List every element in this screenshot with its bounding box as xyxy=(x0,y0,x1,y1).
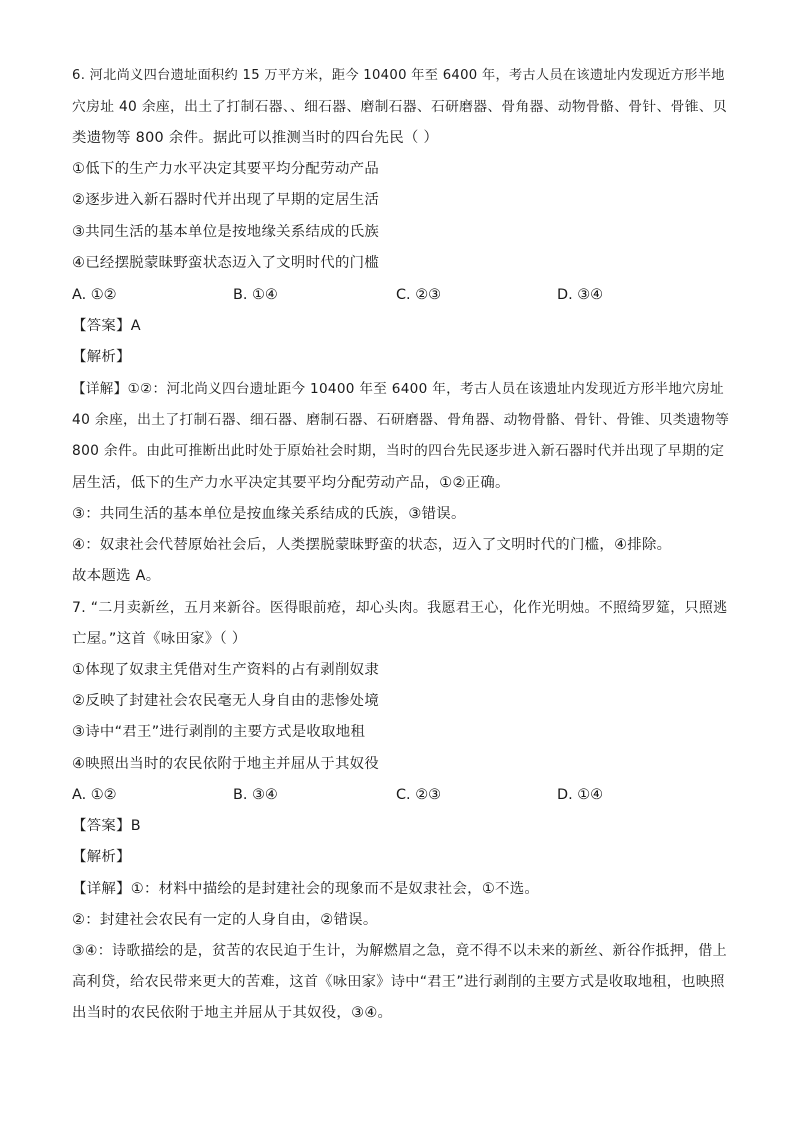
q6-statement: ②逐步进入新石器时代并出现了早期的定居生活 xyxy=(72,192,380,208)
q7-analysis-line: ②：封建社会农民有一定的人身自由，②错误。 xyxy=(72,912,378,928)
q7-answer: 【答案】B xyxy=(72,818,141,834)
q6-statement: ③共同生活的基本单位是按地缘关系结成的氏族 xyxy=(72,224,380,240)
q7-stem-line: 亡屋。”这首《咏田家》（ ） xyxy=(72,631,247,647)
q6-statement: ④已经摆脱蒙昧野蛮状态迈入了文明时代的门槛 xyxy=(72,255,380,271)
q7-statement: ④映照出当时的农民依附于地主并屈从于其奴役 xyxy=(72,756,380,772)
q6-analysis-label: 【解析】 xyxy=(72,349,131,365)
q6-option-b: B. ①④ xyxy=(233,287,278,303)
q6-option-d: D. ③④ xyxy=(557,287,604,303)
q7-option-c: C. ②③ xyxy=(396,787,441,803)
q7-statement: ②反映了封建社会农民毫无人身自由的悲惨处境 xyxy=(72,693,380,709)
q7-analysis-line: 高利贷，给农民带来更大的苦难，这首《咏田家》诗中“君王”进行剥削的主要方式是收取地租，也映照 xyxy=(72,974,725,990)
q7-option-b: B. ③④ xyxy=(233,787,278,803)
q7-analysis-line: 【详解】①：材料中描绘的是封建社会的现象而不是奴隶社会，①不选。 xyxy=(72,881,540,897)
q7-option-d: D. ①④ xyxy=(557,787,604,803)
q6-analysis-line: ④：奴隶社会代替原始社会后，人类摆脱蒙昧野蛮的状态，迈入了文明时代的门槛，④排除。 xyxy=(72,537,672,553)
q6-option-a: A. ①② xyxy=(72,287,117,303)
q7-option-a: A. ①② xyxy=(72,787,117,803)
q7-stem-line: 7. “二月卖新丝，五月来新谷。医得眼前疮，却心头肉。我愿君王心，化作光明烛。不照绮罗筵，只照逃 xyxy=(72,600,728,616)
q6-stem-line: 6. 河北尚义四台遗址面积约 15 万平方米，距今 10400 年至 6400 年，考古人员在该遗址内发现近方形半地 xyxy=(72,68,725,83)
q6-answer: 【答案】A xyxy=(72,318,141,334)
q6-stem-line: 穴房址 40 余座，出土了打制石器、、细石器、磨制石器、石研磨器、骨角器、动物骨骼、骨针、骨锥、贝 xyxy=(72,99,727,115)
q6-analysis-line: 故本题选 A。 xyxy=(72,568,161,584)
q7-analysis-label: 【解析】 xyxy=(72,849,131,865)
q6-analysis-line: 居生活，低下的生产力水平决定其要平均分配劳动产品，①②正确。 xyxy=(72,475,510,491)
q6-analysis-line: 【详解】①②：河北尚义四台遗址距今 10400 年至 6400 年，考古人员在该遗址内发现近方形半地穴房址 xyxy=(72,381,724,397)
q6-analysis-line: 800 余件。由此可推断出此时处于原始社会时期，当时的四台先民逐步进入新石器时代并出现了早期的定 xyxy=(72,443,725,459)
q6-analysis-line: 40 余座，出土了打制石器、细石器、磨制石器、石研磨器、骨角器、动物骨骼、骨针、骨锥、贝类遗物等 xyxy=(72,412,730,428)
q6-analysis-line: ③：共同生活的基本单位是按血缘关系结成的氏族，③错误。 xyxy=(72,506,466,522)
q7-analysis-line: 出当时的农民依附于地主并屈从于其奴役，③④。 xyxy=(72,1005,393,1021)
q6-option-c: C. ②③ xyxy=(396,287,441,303)
q7-analysis-line: ③④：诗歌描绘的是，贫苦的农民迫于生计，为解燃眉之急，竟不得不以未来的新丝、新谷作抵押，借上 xyxy=(72,943,727,959)
q6-stem-line: 类遗物等 800 余件。据此可以推测当时的四台先民（ ） xyxy=(72,130,439,146)
q7-statement: ①体现了奴隶主凭借对生产资料的占有剥削奴隶 xyxy=(72,662,380,678)
q6-statement: ①低下的生产力水平决定其要平均分配劳动产品 xyxy=(72,161,380,177)
q7-statement: ③诗中“君王”进行剥削的主要方式是收取地租 xyxy=(72,724,366,740)
